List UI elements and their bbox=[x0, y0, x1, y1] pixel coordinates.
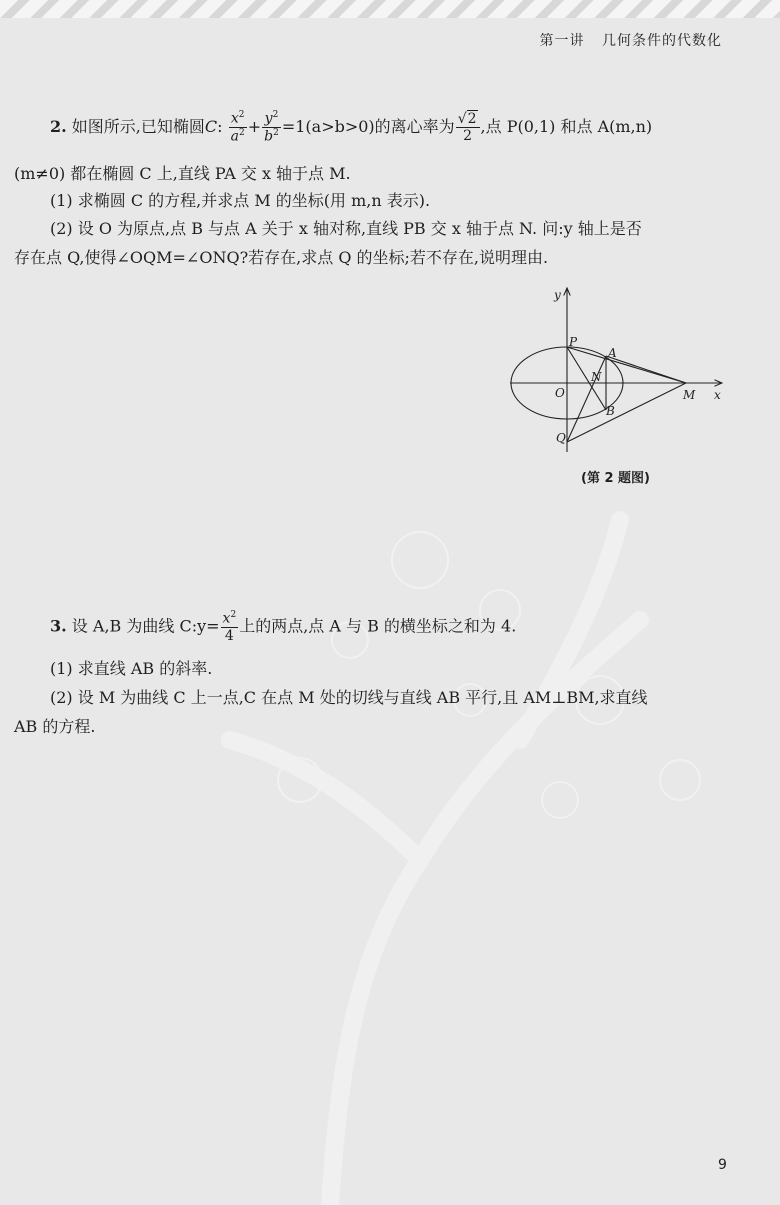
q2-part-2-line-2: 存在点 Q,使得∠OQM=∠ONQ?若存在,求点 Q 的坐标;若不存在,说明理由. bbox=[14, 248, 549, 267]
q3-number: 3. bbox=[50, 616, 67, 636]
q2-fraction-y: $\frac{y^2}{b^2}$ bbox=[264, 110, 279, 145]
q3-rest: 上的两点,点 A 与 B 的横坐标之和为 4. bbox=[239, 616, 517, 636]
q2-colon: : bbox=[217, 116, 223, 136]
q2-part-1: (1) 求椭圆 C 的方程,并求点 M 的坐标(用 m,n 表示). bbox=[50, 191, 431, 210]
q2-frac-x-num: x bbox=[230, 110, 239, 127]
page-number: 9 bbox=[718, 1157, 727, 1173]
q2-line-1 bbox=[50, 110, 652, 145]
q2-frac-y-num: y bbox=[264, 110, 273, 127]
q2-frac-y-den: b bbox=[264, 128, 274, 145]
q2-intro: 如图所示,已知椭圆 bbox=[71, 116, 205, 136]
q2-frac-x-den: a bbox=[230, 128, 239, 145]
q2-points-text: ,点 P(0,1) 和点 A(m,n) bbox=[480, 116, 653, 136]
figure-caption: (第 2 题图) bbox=[581, 471, 650, 486]
label-B: B bbox=[606, 404, 615, 418]
q3-part-1: (1) 求直线 AB 的斜率. bbox=[50, 659, 213, 678]
q2-ecc-text: 的离心率为 bbox=[374, 116, 455, 136]
q2-line-2: (m≠0) 都在椭圆 C 上,直线 PA 交 x 轴于点 M. bbox=[14, 164, 351, 183]
q3-part-2-line-1: (2) 设 M 为曲线 C 上一点,C 在点 M 处的切线与直线 AB 平行,且 AM⊥BM,求直线 bbox=[50, 688, 648, 707]
lecture-label: 第一讲 bbox=[539, 33, 585, 49]
q2-fraction-x: $\frac{x^2}{a^2}$ bbox=[230, 110, 245, 145]
q2-number: 2. bbox=[50, 116, 67, 136]
q3-fraction: $\frac{x^2}{4}$ bbox=[222, 610, 237, 644]
line-QA bbox=[567, 356, 606, 442]
label-Q: Q bbox=[556, 431, 566, 445]
q2-curve-name: C bbox=[204, 116, 218, 136]
line-PM bbox=[567, 347, 686, 383]
label-P: P bbox=[569, 335, 578, 349]
ellipse-figure bbox=[500, 282, 740, 462]
q3-part-2-line-2: AB 的方程. bbox=[14, 717, 96, 736]
line-AM-tail bbox=[606, 356, 686, 383]
q2-condition: =1(a>b>0) bbox=[281, 116, 375, 136]
label-O: O bbox=[555, 386, 565, 400]
label-M: M bbox=[683, 388, 696, 402]
q3-intro: 设 A,B 为曲线 C:y= bbox=[71, 616, 220, 636]
label-N: N bbox=[591, 370, 602, 384]
q2-plus: + bbox=[247, 116, 262, 136]
q3-frac-num: x bbox=[222, 610, 231, 627]
chapter-title: 几何条件的代数化 bbox=[602, 33, 722, 49]
q2-ecc-den: 2 bbox=[463, 127, 473, 144]
q2-eccentricity-fraction: $\frac{√2}{2}$ bbox=[456, 111, 480, 144]
line-QM bbox=[567, 383, 686, 442]
q3-frac-den: 4 bbox=[224, 627, 234, 644]
q2-part-2-line-1: (2) 设 O 为原点,点 B 与点 A 关于 x 轴对称,直线 PB 交 x 轴于点 N. 问:y 轴上是否 bbox=[50, 219, 642, 238]
label-A: A bbox=[608, 346, 617, 360]
q2-sqrt-value: 2 bbox=[467, 110, 477, 127]
q3-line-1 bbox=[50, 610, 516, 644]
label-x: x bbox=[714, 388, 721, 402]
running-header bbox=[528, 30, 722, 50]
label-y: y bbox=[554, 288, 561, 302]
